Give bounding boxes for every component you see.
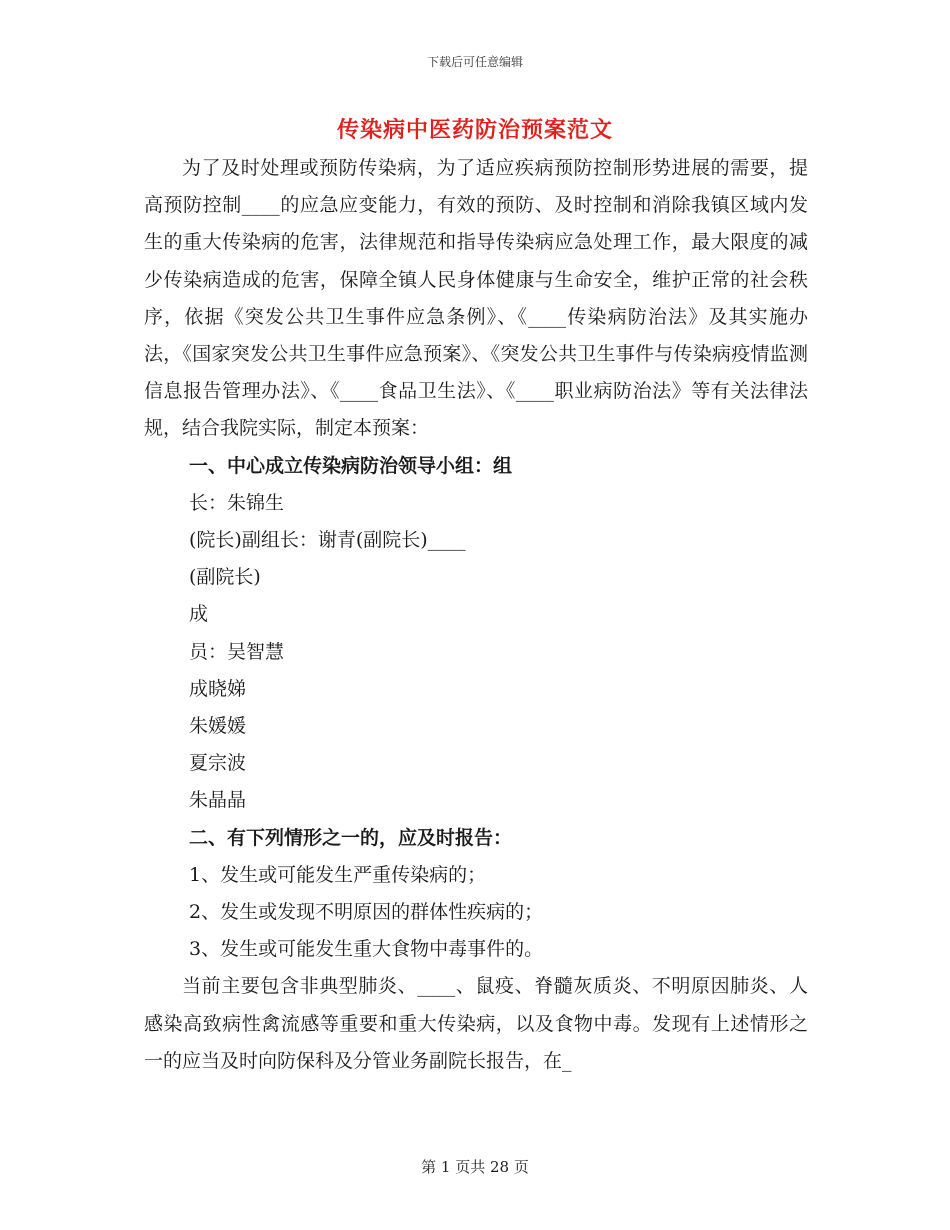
member-line: 朱晶晶 [189,789,247,812]
document-body [144,150,808,1080]
list-item: 1、发生或可能发生严重传染病的； [189,863,487,886]
list-item: 3、发生或可能发生重大食物中毒事件的。 [189,938,544,961]
section2-heading: 二、有下列情形之一的，应及时报告： [189,826,513,849]
header-note: 下载后可任意编辑 [426,55,523,69]
intro-paragraph: 为了及时处理或预防传染病，为了适应疾病预防控制形势进展的需要，提高预防控制____的应急应变能力，有效的预防、及时控制和消除我镇区域内发生的重大传染病的危害，法律规范和指导传染病应急处理工作，最大限度的减少传染病造成的危害，保障全镇人民身体健康与生命安全，维护正常的社会秩序，依据《突发公共卫生事件应急条例》、《____传染病防治法》及其实施办法，《国家突发公共卫生事件应急预案》、《突发公共卫生事件与传染病疫情监测信息报告管理办法》、《____食品卫生法》、《____职业病防治法》等有关法律法规，结合我院实际，制定本预案： [144,157,808,440]
member-line: 成晓娣 [189,677,247,700]
list-item: 2、发生或发现不明原因的群体性疾病的； [189,901,544,924]
member-line: 成 [189,603,209,626]
member-line: 夏宗波 [189,752,247,775]
member-line: (副院长) [189,566,261,589]
section1-heading: 一、中心成立传染病防治领导小组：组 [189,454,513,477]
member-line: 长：朱锦生 [189,491,285,514]
member-line: 朱媛媛 [189,715,247,738]
member-line: (院长)副组长：谢青(副院长)____ [189,529,466,552]
page-footer: 第 1 页共 28 页 [421,1158,529,1176]
document-title: 传染病中医药防治预案范文 [336,117,613,143]
closing-paragraph: 当前主要包含非典型肺炎、____、鼠疫、脊髓灰质炎、不明原因肺炎、人感染高致病性禽流感等重要和重大传染病，以及食物中毒。发现有上述情形之一的应当及时向防保科及分管业务副院长报告，在_ [144,975,808,1072]
member-line: 员：吴智慧 [189,640,285,663]
